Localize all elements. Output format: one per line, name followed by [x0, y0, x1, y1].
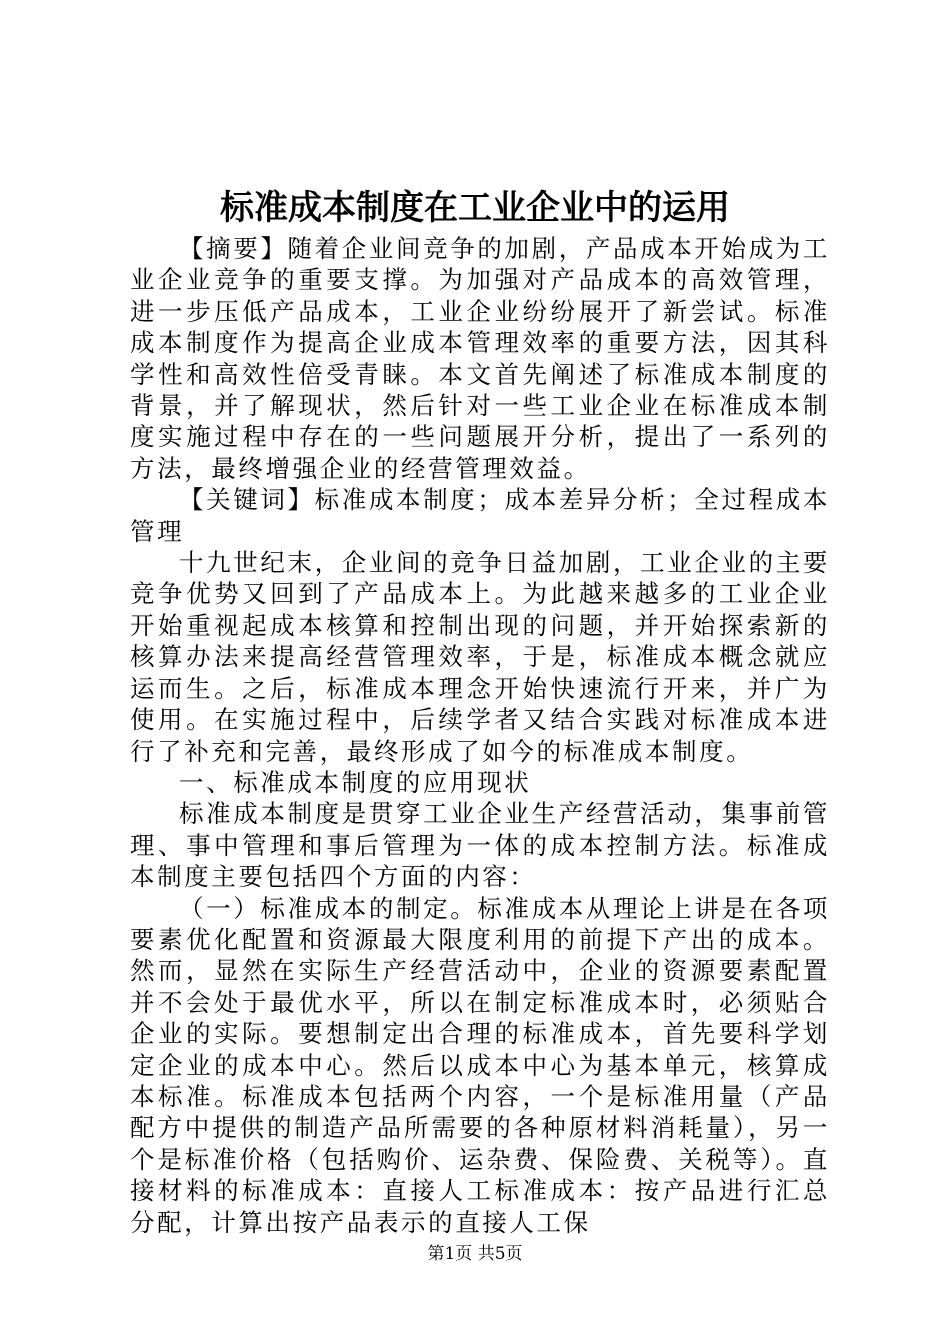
abstract-paragraph: 【摘要】随着企业间竞争的加剧，产品成本开始成为工业企业竞争的重要支撑。为加强对产品成本的高效管理，进一步压低产品成本，工业企业纷纷展开了新尝试。标准成本制度作为提高企业成本管理效率的重要方法，因其科学性和高效性倍受青睐。本文首先阐述了标准成本制度的背景，并了解现状，然后针对一些工业企业在标准成本制度实施过程中存在的一些问题展开分析，提出了一系列的方法，最终增强企业的经营管理效益。	[130, 234, 830, 483]
document-body	[130, 233, 830, 1238]
keywords-paragraph: 【关键词】标准成本制度；成本差异分析；全过程成本管理	[130, 485, 830, 546]
section-heading: 一、标准成本制度的应用现状	[179, 767, 532, 797]
intro-paragraph: 十九世纪末，企业间的竞争日益加剧，工业企业的主要竞争优势又回到了产品成本上。为此越来越多的工业企业开始重视起成本核算和控制出现的问题，并开始探索新的核算办法来提高经营管理效率，于是，标准成本概念就应运而生。之后，标准成本理念开始快速流行开来，并广为使用。在实施过程中，后续学者又结合实践对标准成本进行了补充和完善，最终形成了如今的标准成本制度。	[130, 548, 830, 766]
page-footer: 第1页 共5页	[427, 1244, 523, 1264]
body-paragraph: （一）标准成本的制定。标准成本从理论上讲是在各项要素优化配置和资源最大限度利用的前提下产出的成本。然而，显然在实际生产经营活动中，企业的资源要素配置并不会处于最优水平，所以在制定标准成本时，必须贴合企业的实际。要想制定出合理的标准成本，首先要科学划定企业的成本中心。然后以成本中心为基本单元，核算成本标准。标准成本包括两个内容，一个是标准用量（产品配方中提供的制造产品所需要的各种原材料消耗量），另一个是标准价格（包括购价、运杂费、保险费、关税等）。直接材料的标准成本：直接人工标准成本：按产品进行汇总分配，计算出按产品表示的直接人工保	[130, 893, 830, 1237]
body-paragraph: 标准成本制度是贯穿工业企业生产经营活动，集事前管理、事中管理和事后管理为一体的成本控制方法。标准成本制度主要包括四个方面的内容：	[130, 799, 830, 892]
document-title: 标准成本制度在工业企业中的运用	[220, 188, 730, 228]
